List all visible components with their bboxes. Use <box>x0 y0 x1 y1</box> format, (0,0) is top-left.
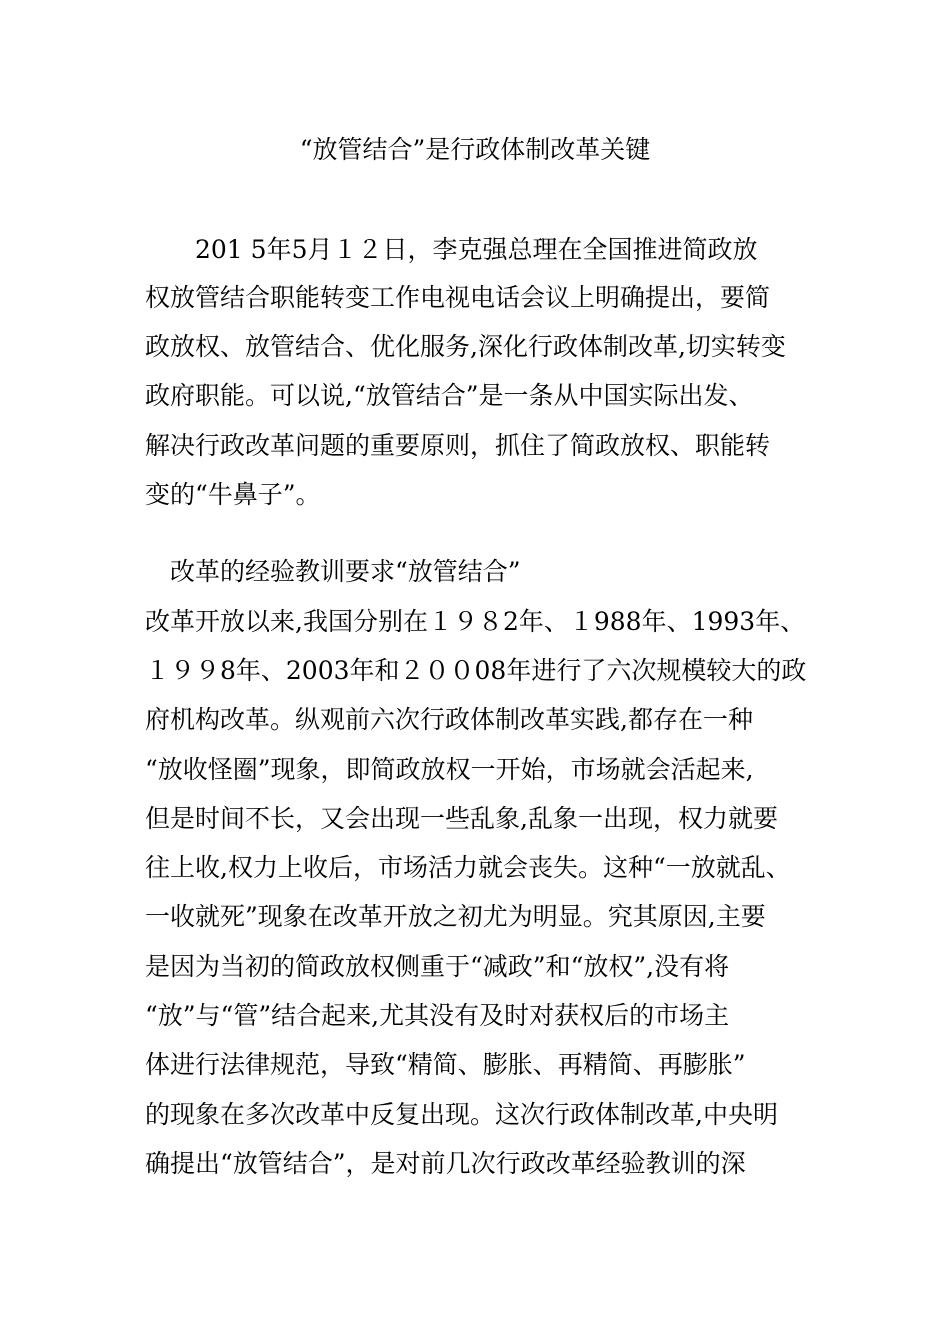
paragraph-1-line-6: 变的“牛鼻子”。 <box>145 480 321 509</box>
document-title: “放管结合”是行政体制改革关键 <box>299 135 651 164</box>
paragraph-2-line-5: 但是时间不长，又会出现一些乱象,乱象一出现，权力就要 <box>145 804 778 833</box>
section-heading: 改革的经验教训要求“放管结合” <box>145 557 521 586</box>
paragraph-1-line-4: 政府职能。可以说,“放管结合”是一条从中国实际出发、 <box>145 381 754 410</box>
paragraph-1-line-2: 权放管结合职能转变工作电视电话会议上明确提出，要简 <box>145 283 771 312</box>
paragraph-2-line-2: １９９8年、2003年和２００08年进行了六次规模较大的政 <box>145 656 807 685</box>
paragraph-2-line-11: 的现象在多次改革中反复出现。这次行政体制改革,中央明 <box>145 1100 778 1129</box>
paragraph-2-line-3: 府机构改革。纵观前六次行政体制改革实践,都存在一种 <box>145 705 753 734</box>
paragraph-2-line-1: 改革开放以来,我国分别在１９８2年、１988年、1993年、 <box>145 607 806 636</box>
paragraph-2-line-7: 一收就死”现象在改革开放之初尤为明显。究其原因,主要 <box>145 902 766 931</box>
paragraph-2-line-10: 体进行法律规范，导致“精简、膨胀、再精简、再膨胀” <box>145 1050 746 1079</box>
paragraph-2-line-12: 确提出“放管结合”，是对前几次行政改革经验教训的深 <box>145 1149 746 1178</box>
paragraph-2-line-4: “放收怪圈”现象，即简政放权一开始，市场就会活起来, <box>145 755 754 784</box>
paragraph-2-line-8: 是因为当初的简政放权侧重于“减政”和“放权”,没有将 <box>145 952 730 981</box>
paragraph-1-line-1: 201 5年5月１２日，李克强总理在全国推进简政放 <box>145 235 758 264</box>
paragraph-1-line-3: 政放权、放管结合、优化服务,深化行政体制改革,切实转变 <box>145 332 786 361</box>
paragraph-2-line-6: 往上收,权力上收后，市场活力就会丧失。这种“一放就乱、 <box>145 853 791 882</box>
paragraph-2-line-9: “放”与“管”结合起来,尤其没有及时对获权后的市场主 <box>145 1001 730 1030</box>
paragraph-1-line-5: 解决行政改革问题的重要原则，抓住了简政放权、职能转 <box>145 431 771 460</box>
